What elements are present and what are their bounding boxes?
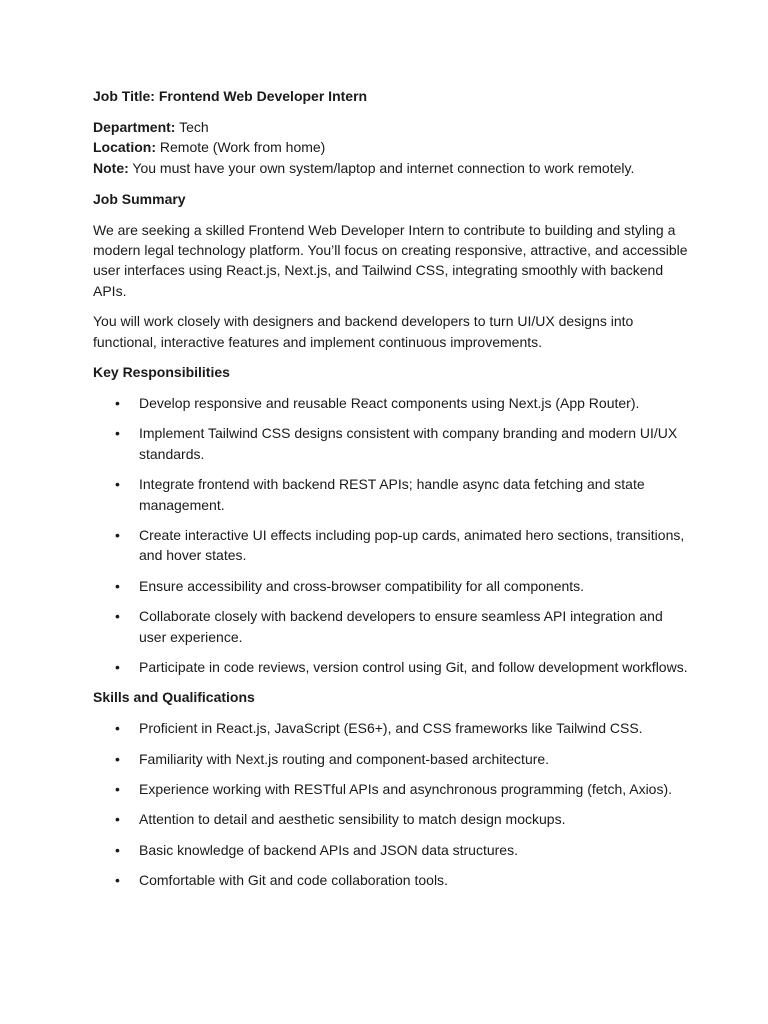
bullet-icon: • bbox=[115, 872, 120, 889]
bullet-icon: • bbox=[115, 577, 120, 594]
department-line bbox=[93, 117, 693, 137]
list-item bbox=[93, 474, 693, 515]
department-label: Department: bbox=[93, 118, 176, 135]
bullet-icon: • bbox=[115, 526, 120, 543]
list-item-text: Collaborate closely with backend developers to ensure seamless API integration and user experience. bbox=[139, 608, 663, 645]
list-item bbox=[93, 423, 693, 464]
list-item bbox=[93, 809, 693, 829]
note-line bbox=[93, 158, 693, 178]
bullet-icon: • bbox=[115, 658, 120, 675]
department-value: Tech bbox=[179, 118, 209, 135]
list-item-text: Familiarity with Next.js routing and component-based architecture. bbox=[139, 750, 550, 767]
location-line bbox=[93, 137, 693, 157]
bullet-icon: • bbox=[115, 781, 120, 798]
responsibilities-heading: Key Responsibilities bbox=[93, 363, 230, 380]
skills-list bbox=[93, 718, 693, 890]
bullet-icon: • bbox=[115, 720, 120, 737]
list-item-text: Proficient in React.js, JavaScript (ES6+), and CSS frameworks like Tailwind CSS. bbox=[139, 720, 643, 737]
list-item-text: Experience working with RESTful APIs and asynchronous programming (fetch, Axios). bbox=[139, 781, 673, 798]
bullet-icon: • bbox=[115, 425, 120, 442]
bullet-icon: • bbox=[115, 476, 120, 493]
document-page bbox=[93, 86, 693, 901]
list-item-text: Basic knowledge of backend APIs and JSON data structures. bbox=[139, 841, 518, 858]
job-title-label: Job Title: bbox=[93, 88, 155, 104]
list-item bbox=[93, 576, 693, 596]
list-item bbox=[93, 840, 693, 860]
list-item bbox=[93, 606, 693, 647]
list-item bbox=[93, 657, 693, 677]
list-item-text: Develop responsive and reusable React components using Next.js (App Router). bbox=[139, 394, 640, 411]
list-item bbox=[93, 779, 693, 799]
list-item-text: Comfortable with Git and code collaboration tools. bbox=[139, 872, 448, 889]
bullet-icon: • bbox=[115, 811, 120, 828]
list-item bbox=[93, 393, 693, 413]
list-item bbox=[93, 749, 693, 769]
job-title-value: Frontend Web Developer Intern bbox=[158, 88, 368, 104]
job-summary-paragraph: You will work closely with designers and backend developers to turn UI/UX designs into functional, interactive features and implement continuous improvements. bbox=[93, 313, 634, 350]
responsibilities-list bbox=[93, 393, 693, 677]
note-value: You must have your own system/laptop and internet connection to work remotely. bbox=[132, 159, 635, 176]
skills-heading: Skills and Qualifications bbox=[93, 689, 255, 706]
bullet-icon: • bbox=[115, 394, 120, 411]
bullet-icon: • bbox=[115, 750, 120, 767]
list-item-text: Attention to detail and aesthetic sensibility to match design mockups. bbox=[139, 811, 566, 828]
list-item-text: Participate in code reviews, version control using Git, and follow development workflows. bbox=[139, 658, 688, 675]
list-item-text: Integrate frontend with backend REST APIs; handle async data fetching and state management. bbox=[139, 476, 645, 513]
list-item-text: Create interactive UI effects including pop-up cards, animated hero sections, transitions, and hover states. bbox=[139, 526, 685, 564]
bullet-icon: • bbox=[115, 608, 120, 625]
list-item-text: Implement Tailwind CSS designs consistent with company branding and modern UI/UX standards. bbox=[139, 425, 678, 462]
list-item-text: Ensure accessibility and cross-browser compatibility for all components. bbox=[139, 577, 585, 594]
location-value: Remote (Work from home) bbox=[159, 139, 326, 156]
note-label: Note: bbox=[93, 159, 129, 176]
list-item bbox=[93, 525, 693, 566]
list-item bbox=[93, 870, 693, 890]
bullet-icon: • bbox=[115, 841, 120, 858]
location-label: Location: bbox=[93, 139, 156, 156]
job-meta bbox=[93, 117, 693, 178]
job-summary-paragraph: We are seeking a skilled Frontend Web Developer Intern to contribute to building and styling a modern legal technology platform. You’ll focus on creating responsive, attractive, and accessible user interfaces using React.js, Next.js, and Tailwind CSS, integrating smoothly with backend APIs. bbox=[93, 221, 688, 299]
job-title-line bbox=[93, 86, 693, 106]
job-summary-heading: Job Summary bbox=[93, 190, 186, 207]
list-item bbox=[93, 718, 693, 738]
